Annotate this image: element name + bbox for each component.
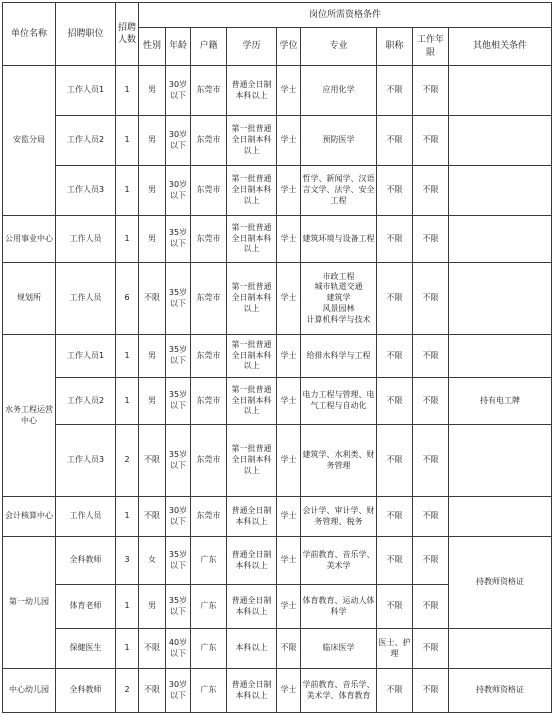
years-cell: 不限 (413, 263, 449, 335)
years-cell: 不限 (413, 335, 449, 378)
header-qualifications: 岗位所需资格条件 (139, 3, 552, 28)
title-cell: 不限 (377, 497, 413, 537)
hukou-cell: 东莞市 (191, 216, 227, 263)
title-cell: 不限 (377, 669, 413, 713)
major-cell: 建筑环境与设备工程 (301, 216, 377, 263)
table-row (3, 425, 552, 497)
education-cell: 第一批普通全日制本科以上 (227, 335, 277, 378)
title-cell: 不限 (377, 166, 413, 216)
table-row (3, 497, 552, 537)
hukou-cell: 广东 (191, 585, 227, 629)
education-cell: 第一批普通全日制本科以上 (227, 116, 277, 166)
position-cell: 工作人员 (56, 263, 116, 335)
header-other: 其他相关条件 (449, 28, 552, 66)
degree-cell: 学士 (277, 497, 301, 537)
education-cell: 普通全日制本科以上 (227, 537, 277, 585)
other-cell (449, 629, 552, 669)
major-cell: 电力工程与管理、电气工程与自动化 (301, 378, 377, 425)
major-cell: 学前教育、音乐学、美术学 (301, 537, 377, 585)
age-cell: 35岁以下 (166, 585, 191, 629)
degree-cell: 学士 (277, 116, 301, 166)
title-cell: 不限 (377, 263, 413, 335)
table-row (3, 216, 552, 263)
age-cell: 35岁以下 (166, 216, 191, 263)
title-cell: 不限 (377, 425, 413, 497)
position-cell: 全科教师 (56, 669, 116, 713)
header-age: 年龄 (166, 28, 191, 66)
table-row (3, 116, 552, 166)
hukou-cell: 东莞市 (191, 263, 227, 335)
degree-cell: 学士 (277, 216, 301, 263)
position-cell: 全科教师 (56, 537, 116, 585)
other-cell: 持教师资格证 (449, 669, 552, 713)
age-cell: 30岁以下 (166, 116, 191, 166)
years-cell: 不限 (413, 378, 449, 425)
count-cell: 6 (116, 263, 139, 335)
other-cell (449, 425, 552, 497)
unit-cell: 第一幼儿园 (3, 537, 56, 669)
age-cell: 30岁以下 (166, 66, 191, 116)
major-cell: 体育教育、运动人体科学 (301, 585, 377, 629)
hukou-cell: 广东 (191, 629, 227, 669)
hukou-cell: 广东 (191, 537, 227, 585)
other-cell: 持有电工牌 (449, 378, 552, 425)
header-unit: 单位名称 (3, 3, 56, 66)
title-cell: 医士、护理 (377, 629, 413, 669)
other-cell (449, 166, 552, 216)
degree-cell: 学士 (277, 537, 301, 585)
degree-cell: 学士 (277, 378, 301, 425)
position-cell: 工作人员1 (56, 66, 116, 116)
hukou-cell: 东莞市 (191, 497, 227, 537)
age-cell: 35岁以下 (166, 378, 191, 425)
degree-cell: 学士 (277, 585, 301, 629)
age-cell: 35岁以下 (166, 537, 191, 585)
hukou-cell: 东莞市 (191, 116, 227, 166)
gender-cell: 男 (139, 66, 166, 116)
age-cell: 30岁以下 (166, 497, 191, 537)
other-cell: 持教师资格证 (449, 537, 552, 629)
major-cell: 学前教育、音乐学、美术学、体育教育 (301, 669, 377, 713)
years-cell: 不限 (413, 166, 449, 216)
gender-cell: 男 (139, 166, 166, 216)
header-education: 学历 (227, 28, 277, 66)
other-cell (449, 216, 552, 263)
degree-cell: 学士 (277, 263, 301, 335)
major-cell: 给排水科学与工程 (301, 335, 377, 378)
major-cell: 市政工程 城市轨道交通 建筑学 风景园林 计算机科学与技术 (301, 263, 377, 335)
major-cell: 建筑学、水利类、财务管理 (301, 425, 377, 497)
age-cell: 40岁以下 (166, 629, 191, 669)
education-cell: 第一批普通全日制本科以上 (227, 166, 277, 216)
count-cell: 1 (116, 497, 139, 537)
major-cell: 会计学、审计学、财务管理、税务 (301, 497, 377, 537)
other-cell (449, 66, 552, 116)
header-degree: 学位 (277, 28, 301, 66)
education-cell: 第一批普通全日制本科以上 (227, 378, 277, 425)
count-cell: 1 (116, 335, 139, 378)
gender-cell: 女 (139, 537, 166, 585)
table-row (3, 335, 552, 378)
years-cell: 不限 (413, 425, 449, 497)
unit-cell: 公用事业中心 (3, 216, 56, 263)
gender-cell: 男 (139, 116, 166, 166)
position-cell: 工作人员3 (56, 166, 116, 216)
title-cell: 不限 (377, 537, 413, 585)
gender-cell: 不限 (139, 425, 166, 497)
title-cell: 不限 (377, 378, 413, 425)
title-cell: 不限 (377, 66, 413, 116)
table-header (3, 3, 552, 66)
hukou-cell: 东莞市 (191, 378, 227, 425)
count-cell: 1 (116, 116, 139, 166)
hukou-cell: 东莞市 (191, 335, 227, 378)
age-cell: 30岁以下 (166, 166, 191, 216)
position-cell: 体育老师 (56, 585, 116, 629)
years-cell: 不限 (413, 216, 449, 263)
years-cell: 不限 (413, 116, 449, 166)
table-row (3, 263, 552, 335)
header-hukou: 户籍 (191, 28, 227, 66)
position-cell: 工作人员 (56, 497, 116, 537)
degree-cell: 学士 (277, 669, 301, 713)
table-body (3, 66, 552, 713)
count-cell: 1 (116, 216, 139, 263)
major-cell: 临床医学 (301, 629, 377, 669)
gender-cell: 不限 (139, 263, 166, 335)
count-cell: 2 (116, 425, 139, 497)
header-position: 招聘职位 (56, 3, 116, 66)
education-cell: 第一批普通全日制本科以上 (227, 263, 277, 335)
count-cell: 2 (116, 669, 139, 713)
unit-cell: 中心幼儿园 (3, 669, 56, 713)
position-cell: 工作人员 (56, 216, 116, 263)
hukou-cell: 东莞市 (191, 425, 227, 497)
count-cell: 1 (116, 629, 139, 669)
major-cell: 应用化学 (301, 66, 377, 116)
gender-cell: 男 (139, 378, 166, 425)
degree-cell: 学士 (277, 66, 301, 116)
other-cell (449, 497, 552, 537)
position-cell: 工作人员1 (56, 335, 116, 378)
education-cell: 第一批普通全日制本科以上 (227, 216, 277, 263)
title-cell: 不限 (377, 116, 413, 166)
title-cell: 不限 (377, 216, 413, 263)
hukou-cell: 广东 (191, 669, 227, 713)
header-major: 专业 (301, 28, 377, 66)
table-row (3, 537, 552, 585)
hukou-cell: 东莞市 (191, 166, 227, 216)
unit-cell: 规划所 (3, 263, 56, 335)
count-cell: 1 (116, 66, 139, 116)
education-cell: 普通全日制本科以上 (227, 497, 277, 537)
age-cell: 30岁以下 (166, 669, 191, 713)
gender-cell: 不限 (139, 669, 166, 713)
hukou-cell: 东莞市 (191, 66, 227, 116)
gender-cell: 男 (139, 216, 166, 263)
gender-cell: 不限 (139, 497, 166, 537)
position-cell: 工作人员3 (56, 425, 116, 497)
other-cell (449, 263, 552, 335)
gender-cell: 男 (139, 335, 166, 378)
major-cell: 预防医学 (301, 116, 377, 166)
age-cell: 35岁以下 (166, 425, 191, 497)
years-cell: 不限 (413, 669, 449, 713)
position-cell: 保健医生 (56, 629, 116, 669)
unit-cell: 水务工程运营中心 (3, 335, 56, 497)
major-cell: 哲学、新闻学、汉语言文学、法学、安全工程 (301, 166, 377, 216)
count-cell: 1 (116, 166, 139, 216)
gender-cell: 男 (139, 585, 166, 629)
unit-cell: 会计核算中心 (3, 497, 56, 537)
position-cell: 工作人员2 (56, 116, 116, 166)
header-count: 招聘人数 (116, 3, 139, 66)
title-cell: 不限 (377, 585, 413, 629)
count-cell: 1 (116, 378, 139, 425)
degree-cell: 学士 (277, 335, 301, 378)
position-cell: 工作人员2 (56, 378, 116, 425)
years-cell: 不限 (413, 66, 449, 116)
education-cell: 普通全日制本科以上 (227, 585, 277, 629)
count-cell: 3 (116, 537, 139, 585)
years-cell: 不限 (413, 585, 449, 629)
header-years: 工作年限 (413, 28, 449, 66)
degree-cell: 不限 (277, 629, 301, 669)
degree-cell: 学士 (277, 166, 301, 216)
recruitment-table (2, 2, 552, 713)
count-cell: 1 (116, 585, 139, 629)
years-cell: 不限 (413, 537, 449, 585)
gender-cell: 不限 (139, 629, 166, 669)
table-row (3, 166, 552, 216)
header-gender: 性别 (139, 28, 166, 66)
education-cell: 普通全日制本科以上 (227, 669, 277, 713)
other-cell (449, 335, 552, 378)
education-cell: 普通全日制本科以上 (227, 66, 277, 116)
table-row (3, 669, 552, 713)
title-cell: 不限 (377, 335, 413, 378)
age-cell: 35岁以下 (166, 263, 191, 335)
education-cell: 第一批普通全日制本科以上 (227, 425, 277, 497)
years-cell: 不限 (413, 497, 449, 537)
degree-cell: 学士 (277, 425, 301, 497)
table-row (3, 378, 552, 425)
header-title: 职称 (377, 28, 413, 66)
unit-cell: 安监分局 (3, 66, 56, 216)
education-cell: 本科以上 (227, 629, 277, 669)
years-cell: 不限 (413, 629, 449, 669)
table-row (3, 66, 552, 116)
other-cell (449, 116, 552, 166)
table-row (3, 629, 552, 669)
age-cell: 35岁以下 (166, 335, 191, 378)
